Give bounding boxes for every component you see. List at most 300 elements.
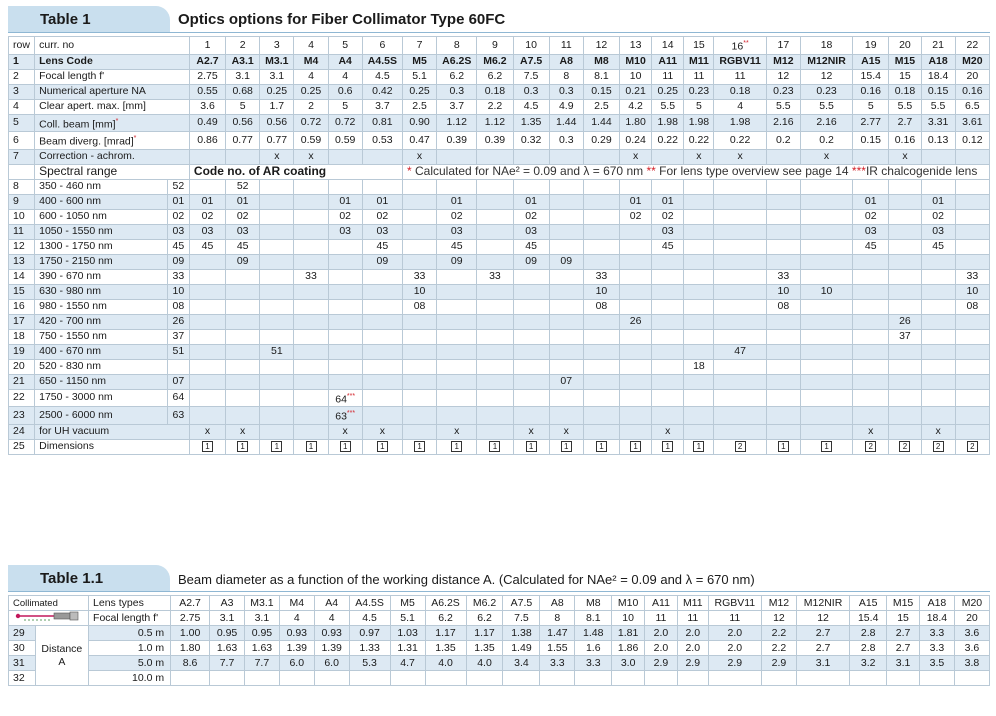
cell: 33 xyxy=(766,269,800,284)
cell xyxy=(583,179,619,194)
cell xyxy=(766,359,800,374)
fiber-collimator-icon xyxy=(9,611,89,626)
cell xyxy=(294,299,328,314)
row-label: Focal length f' xyxy=(35,69,190,84)
cell: x xyxy=(189,424,225,439)
lens-type-cell: M10 xyxy=(612,596,645,611)
col-header-18: 18 xyxy=(800,37,852,55)
cell xyxy=(853,344,889,359)
cell xyxy=(513,407,549,425)
coating-code: 37 xyxy=(167,329,189,344)
cell: x xyxy=(853,424,889,439)
col-header-4: 4 xyxy=(294,37,328,55)
cell: 08 xyxy=(955,299,989,314)
cell: 0.3 xyxy=(549,84,583,99)
cell xyxy=(620,329,652,344)
cell xyxy=(620,407,652,425)
lens-type-cell: M15 xyxy=(887,596,920,611)
row-number: 32 xyxy=(9,671,36,686)
cell: M20 xyxy=(955,54,989,69)
cell: 5 xyxy=(328,99,362,114)
focal-cell: 15.4 xyxy=(850,611,887,626)
cell xyxy=(294,239,328,254)
cell: x xyxy=(328,424,362,439)
cell: 0.59 xyxy=(294,132,328,150)
cell: 0.29 xyxy=(583,132,619,150)
row-label: Dimensions xyxy=(35,439,190,454)
cell: 2.5 xyxy=(402,99,436,114)
cell xyxy=(955,407,989,425)
cell xyxy=(684,254,714,269)
cell: 1.63 xyxy=(210,641,245,656)
cell xyxy=(260,359,294,374)
cell xyxy=(477,299,513,314)
cell: 1.80 xyxy=(171,641,210,656)
cell xyxy=(260,209,294,224)
cell xyxy=(189,329,225,344)
cell xyxy=(766,239,800,254)
cell xyxy=(549,239,583,254)
cell xyxy=(853,269,889,284)
row-number: 3 xyxy=(9,84,35,99)
cell: 2.7 xyxy=(887,626,920,641)
col-header-19: 19 xyxy=(853,37,889,55)
cell: 02 xyxy=(328,209,362,224)
cell xyxy=(684,374,714,389)
coating-row xyxy=(9,239,990,254)
cell: 02 xyxy=(620,209,652,224)
cell: 45 xyxy=(189,239,225,254)
cell xyxy=(260,299,294,314)
cell: 6.5 xyxy=(955,99,989,114)
dimension-box-icon: 1 xyxy=(561,441,572,452)
cell: 4.0 xyxy=(425,656,466,671)
cell: 33 xyxy=(402,269,436,284)
dimension-box-icon: 1 xyxy=(306,441,317,452)
cell xyxy=(921,179,955,194)
cell: 0.13 xyxy=(921,132,955,150)
cell xyxy=(889,424,921,439)
cell xyxy=(477,149,513,164)
cell xyxy=(583,407,619,425)
cell xyxy=(549,359,583,374)
cell xyxy=(437,314,477,329)
row-number: 21 xyxy=(9,374,35,389)
row-number: 9 xyxy=(9,194,35,209)
cell xyxy=(513,179,549,194)
coating-code: 51 xyxy=(167,344,189,359)
dimension-box-icon: 2 xyxy=(899,441,910,452)
row-number: 23 xyxy=(9,407,35,425)
cell xyxy=(796,671,849,686)
cell xyxy=(328,239,362,254)
cell xyxy=(328,329,362,344)
cell: 11 xyxy=(684,69,714,84)
coating-row xyxy=(9,209,990,224)
cell: 3.6 xyxy=(954,641,989,656)
cell: 0.53 xyxy=(362,132,402,150)
col-header-2: 2 xyxy=(226,37,260,55)
cell xyxy=(189,314,225,329)
cell xyxy=(226,389,260,407)
cell: 0.39 xyxy=(477,132,513,150)
cell: 5.5 xyxy=(921,99,955,114)
cell: 0.59 xyxy=(328,132,362,150)
fiber-collimator-icon xyxy=(14,611,84,621)
cell: 1.17 xyxy=(466,626,503,641)
cell xyxy=(477,254,513,269)
cell xyxy=(766,224,800,239)
cell: 02 xyxy=(437,209,477,224)
coating-code: 45 xyxy=(167,239,189,254)
cell: 0.23 xyxy=(800,84,852,99)
cell: 0.3 xyxy=(513,84,549,99)
cell xyxy=(513,389,549,407)
table11 xyxy=(8,595,990,686)
cell: 01 xyxy=(652,194,684,209)
cell xyxy=(853,284,889,299)
cell: 3.5 xyxy=(919,656,954,671)
cell xyxy=(766,407,800,425)
cell xyxy=(549,389,583,407)
cell-text: 63 xyxy=(335,410,347,423)
cell xyxy=(260,254,294,269)
col-header-15: 15 xyxy=(684,37,714,55)
col-header-13: 13 xyxy=(620,37,652,55)
cell xyxy=(583,359,619,374)
cell xyxy=(402,314,436,329)
cell: 1.00 xyxy=(171,626,210,641)
coating-code: 09 xyxy=(167,254,189,269)
cell xyxy=(800,209,852,224)
cell xyxy=(549,269,583,284)
footnote-text: Calculated for NAe² = 0.09 and λ = 670 nm xyxy=(411,164,644,178)
cell xyxy=(328,179,362,194)
cell: 45 xyxy=(437,239,477,254)
cell xyxy=(189,149,225,164)
cell xyxy=(549,149,583,164)
cell xyxy=(314,671,349,686)
cell xyxy=(362,359,402,374)
cell xyxy=(279,671,314,686)
cell xyxy=(714,269,766,284)
spectral-range: 630 - 980 nm xyxy=(35,284,168,299)
cell xyxy=(549,209,583,224)
cell: 3.7 xyxy=(362,99,402,114)
cell xyxy=(575,671,612,686)
cell: 2.7 xyxy=(889,114,921,132)
cell: A6.2S xyxy=(437,54,477,69)
cell xyxy=(800,424,852,439)
coating-row xyxy=(9,314,990,329)
coating-row xyxy=(9,329,990,344)
cell: 4.9 xyxy=(549,99,583,114)
cell: 0.77 xyxy=(260,132,294,150)
cell: 3.3 xyxy=(540,656,575,671)
col-header-14: 14 xyxy=(652,37,684,55)
cell: 1.48 xyxy=(575,626,612,641)
cell: 2.9 xyxy=(677,656,708,671)
cell xyxy=(955,254,989,269)
cell: 01 xyxy=(328,194,362,209)
cell: 10 xyxy=(583,284,619,299)
cell: 33 xyxy=(583,269,619,284)
cell: 5 xyxy=(684,99,714,114)
cell xyxy=(477,209,513,224)
cell xyxy=(800,407,852,425)
col-header-10: 10 xyxy=(513,37,549,55)
cell xyxy=(362,439,402,454)
cell: 0.77 xyxy=(226,132,260,150)
cell xyxy=(402,179,436,194)
dimension-box-icon: 1 xyxy=(271,441,282,452)
cell xyxy=(362,374,402,389)
cell xyxy=(437,284,477,299)
cell: 2.75 xyxy=(189,69,225,84)
table11-tab-label: Table 1.1 xyxy=(40,570,104,587)
cell: 2.0 xyxy=(677,626,708,641)
cell xyxy=(503,671,540,686)
cell xyxy=(171,671,210,686)
cell xyxy=(328,344,362,359)
coating-code: 33 xyxy=(167,269,189,284)
cell xyxy=(362,179,402,194)
cell: 2.2 xyxy=(762,626,797,641)
table11-tab xyxy=(8,565,170,592)
cell: 3.2 xyxy=(850,656,887,671)
cell xyxy=(714,194,766,209)
cell xyxy=(513,284,549,299)
cell xyxy=(477,284,513,299)
dimension-box-icon: 1 xyxy=(526,441,537,452)
cell: 1.03 xyxy=(390,626,425,641)
property-row xyxy=(9,114,990,132)
cell: 5 xyxy=(853,99,889,114)
cell xyxy=(766,254,800,269)
row-number: 13 xyxy=(9,254,35,269)
cell: 52 xyxy=(226,179,260,194)
cell: 0.42 xyxy=(362,84,402,99)
cell xyxy=(226,439,260,454)
coating-code: 08 xyxy=(167,299,189,314)
row-number: 19 xyxy=(9,344,35,359)
table1-tab xyxy=(8,6,170,33)
cell: 2.0 xyxy=(708,641,761,656)
notes-cell xyxy=(402,164,989,179)
cell-text: Coll. beam [mm] xyxy=(39,118,116,130)
cell: 0.25 xyxy=(294,84,328,99)
cell xyxy=(437,439,477,454)
cell: 0.22 xyxy=(684,132,714,150)
focal-cell: 4 xyxy=(279,611,314,626)
cell xyxy=(853,149,889,164)
cell: 3.61 xyxy=(955,114,989,132)
cell xyxy=(260,224,294,239)
cell: 1.98 xyxy=(652,114,684,132)
coating-row xyxy=(9,254,990,269)
focal-cell: 3.1 xyxy=(244,611,279,626)
cell xyxy=(620,224,652,239)
cell xyxy=(402,389,436,407)
property-row xyxy=(9,132,990,150)
focal-length-row xyxy=(9,611,990,626)
cell: 45 xyxy=(226,239,260,254)
cell xyxy=(921,359,955,374)
cell: 0.22 xyxy=(714,132,766,150)
spectral-range: 1750 - 2150 nm xyxy=(35,254,168,269)
cell xyxy=(583,424,619,439)
cell xyxy=(766,374,800,389)
cell xyxy=(513,299,549,314)
cell: 1.12 xyxy=(437,114,477,132)
cell xyxy=(620,439,652,454)
spectral-range: 520 - 830 nm xyxy=(35,359,168,374)
cell xyxy=(853,299,889,314)
cell: 0.95 xyxy=(210,626,245,641)
cell xyxy=(294,194,328,209)
cell xyxy=(583,389,619,407)
cell xyxy=(955,439,989,454)
cell: M6.2 xyxy=(477,54,513,69)
cell: 5.1 xyxy=(402,69,436,84)
cell: x xyxy=(620,149,652,164)
cell xyxy=(294,424,328,439)
cell xyxy=(620,269,652,284)
cell xyxy=(921,269,955,284)
cell: 7.7 xyxy=(210,656,245,671)
cell: 0.25 xyxy=(652,84,684,99)
cell xyxy=(766,179,800,194)
cell: 0.39 xyxy=(437,132,477,150)
cell: 2.0 xyxy=(677,641,708,656)
cell xyxy=(294,359,328,374)
cell xyxy=(549,224,583,239)
cell: 0.72 xyxy=(328,114,362,132)
cell: 0.56 xyxy=(226,114,260,132)
cell: 5.5 xyxy=(800,99,852,114)
cell: 1.49 xyxy=(503,641,540,656)
cell xyxy=(853,439,889,454)
cell xyxy=(684,209,714,224)
lens-type-cell: M20 xyxy=(954,596,989,611)
cell xyxy=(652,359,684,374)
row-label xyxy=(35,114,190,132)
cell: M5 xyxy=(402,54,436,69)
cell: 09 xyxy=(362,254,402,269)
cell xyxy=(210,671,245,686)
cell: 0.22 xyxy=(652,132,684,150)
focal-cell: 4 xyxy=(314,611,349,626)
cell: 2.0 xyxy=(645,626,678,641)
cell: 2.9 xyxy=(645,656,678,671)
coating-row xyxy=(9,194,990,209)
cell: 01 xyxy=(226,194,260,209)
cell: 3.1 xyxy=(887,656,920,671)
cell xyxy=(226,149,260,164)
cell xyxy=(800,299,852,314)
cell: 6.2 xyxy=(437,69,477,84)
row-label xyxy=(35,132,190,150)
cell xyxy=(260,424,294,439)
cell xyxy=(466,671,503,686)
cell xyxy=(549,407,583,425)
cell xyxy=(477,374,513,389)
focal-cell: 6.2 xyxy=(466,611,503,626)
cell: x xyxy=(294,149,328,164)
cell: 08 xyxy=(583,299,619,314)
cell xyxy=(477,179,513,194)
cell: 7.7 xyxy=(244,656,279,671)
col-header-21: 21 xyxy=(921,37,955,55)
cell: A4.5S xyxy=(362,54,402,69)
table11-title: Beam diameter as a function of the working distance A. (Calculated for NAe² = 0.09 and λ = 670 nm) xyxy=(178,572,755,587)
cell xyxy=(513,269,549,284)
cell xyxy=(402,359,436,374)
cell xyxy=(583,254,619,269)
cell: 01 xyxy=(189,194,225,209)
cell xyxy=(919,671,954,686)
cell: 09 xyxy=(226,254,260,269)
cell: 0.93 xyxy=(314,626,349,641)
cell xyxy=(853,254,889,269)
cell xyxy=(260,439,294,454)
cell xyxy=(189,407,225,425)
cell xyxy=(583,439,619,454)
cell xyxy=(800,329,852,344)
cell: x xyxy=(652,424,684,439)
cell: x xyxy=(889,149,921,164)
row-number: 30 xyxy=(9,641,36,656)
cell xyxy=(477,329,513,344)
cell xyxy=(402,209,436,224)
dimension-box-icon: 1 xyxy=(414,441,425,452)
cell: 0.47 xyxy=(402,132,436,150)
cell xyxy=(189,269,225,284)
cell xyxy=(921,329,955,344)
cell xyxy=(189,254,225,269)
cell xyxy=(189,374,225,389)
cell: 02 xyxy=(513,209,549,224)
table1-title-bar xyxy=(8,6,990,33)
cell xyxy=(477,439,513,454)
cell: 4.5 xyxy=(362,69,402,84)
cell: 0.3 xyxy=(437,84,477,99)
table1 xyxy=(8,36,990,455)
spectral-range: 750 - 1550 nm xyxy=(35,329,168,344)
lens-type-cell: M11 xyxy=(677,596,708,611)
coating-code: 64 xyxy=(167,389,189,407)
cell xyxy=(437,344,477,359)
cell xyxy=(402,254,436,269)
spectral-range: 400 - 600 nm xyxy=(35,194,168,209)
cell xyxy=(684,269,714,284)
cell: 11 xyxy=(714,69,766,84)
cell: A11 xyxy=(652,54,684,69)
cell xyxy=(362,299,402,314)
cell xyxy=(652,284,684,299)
cell xyxy=(362,344,402,359)
cell xyxy=(549,299,583,314)
cell xyxy=(684,344,714,359)
row-number: 15 xyxy=(9,284,35,299)
row-number: 5 xyxy=(9,114,35,132)
cell xyxy=(549,344,583,359)
dimension-box-icon: 2 xyxy=(967,441,978,452)
col-header-8: 8 xyxy=(437,37,477,55)
cell: 4 xyxy=(714,99,766,114)
cell-text: Beam diverg. [mrad] xyxy=(39,135,134,148)
cell: M4 xyxy=(294,54,328,69)
